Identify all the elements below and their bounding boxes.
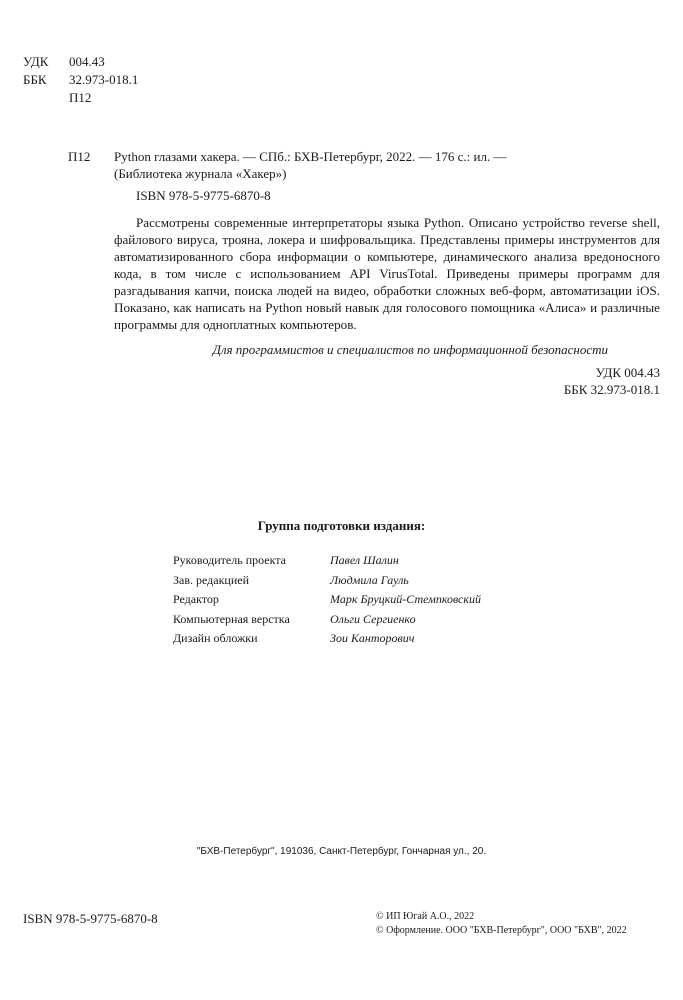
credit-role: Редактор	[173, 592, 219, 606]
udk-row	[23, 53, 138, 71]
credit-row	[173, 629, 481, 649]
credit-name: Зои Канторович	[330, 631, 415, 645]
copyright-line: © ИП Югай А.О., 2022	[376, 911, 475, 922]
udk-label: УДК	[23, 54, 49, 69]
credits-list	[173, 551, 481, 649]
credit-row	[173, 610, 481, 630]
entry-code: П12	[68, 149, 91, 164]
classification-block	[23, 53, 138, 107]
entry-abstract: Рассмотрены современные интерпретаторы языка Python. Описано устройство reverse shell, файлового вируса, трояна, локера и шифровальщика. Представлены примеры инструментов для автоматизированного сбора информации о компьютере, динамического анализа вредоносного кода, в том числе с использованием API VirusTotal. Приведены примеры программ для разгадывания капчи, поиска людей на видео, обработки сложных веб-форм, автоматизации iOS. Показано, как написать на Python новый навык для голосового помощника «Алиса» и различные программы для одноплатных компьютеров.	[114, 215, 660, 332]
credit-row	[173, 571, 481, 591]
credit-row	[173, 551, 481, 571]
entry-title-row	[68, 148, 660, 165]
credit-row	[173, 590, 481, 610]
footer-isbn: ISBN 978-5-9775-6870-8	[23, 911, 158, 926]
bbk-right: ББК 32.973-018.1	[563, 382, 660, 397]
author-mark: П12	[69, 90, 92, 105]
entry-audience: Для программистов и специалистов по информационной безопасности	[212, 342, 608, 357]
credit-role: Компьютерная верстка	[173, 611, 290, 626]
group-title: Группа подготовки издания:	[257, 518, 426, 533]
entry-isbn: ISBN 978-5-9775-6870-8	[136, 188, 271, 203]
publisher-address: "БХВ-Петербург", 191036, Санкт-Петербург, Гончарная ул., 20.	[196, 846, 487, 857]
credit-name: Павел Шалин	[330, 553, 399, 567]
copyright-line: © Оформление. ООО "БХВ-Петербург", ООО "БХВ", 2022	[376, 925, 627, 936]
credit-role: Дизайн обложки	[173, 631, 258, 645]
credit-name: Марк Бруцкий-Стемпковский	[330, 592, 481, 606]
credit-role: Зав. редакцией	[173, 572, 250, 587]
copyright-block	[376, 910, 627, 938]
entry-title-line2: (Библиотека журнала «Хакер»)	[114, 166, 287, 181]
author-mark-row	[23, 89, 138, 107]
bbk-value: 32.973-018.1	[69, 72, 139, 87]
bbk-row	[23, 71, 138, 89]
credit-name: Людмила Гауль	[330, 572, 409, 587]
credit-name: Ольги Сергиенко	[330, 611, 416, 626]
credit-role: Руководитель проекта	[173, 553, 286, 567]
bbk-label: ББК	[23, 72, 47, 87]
entry-title-line1: Python глазами хакера. — СПб.: БХВ-Петербург, 2022. — 176 с.: ил. —	[114, 149, 507, 164]
udk-value: 004.43	[69, 54, 105, 69]
udk-right: УДК 004.43	[595, 365, 660, 380]
bibliographic-entry	[68, 148, 660, 398]
